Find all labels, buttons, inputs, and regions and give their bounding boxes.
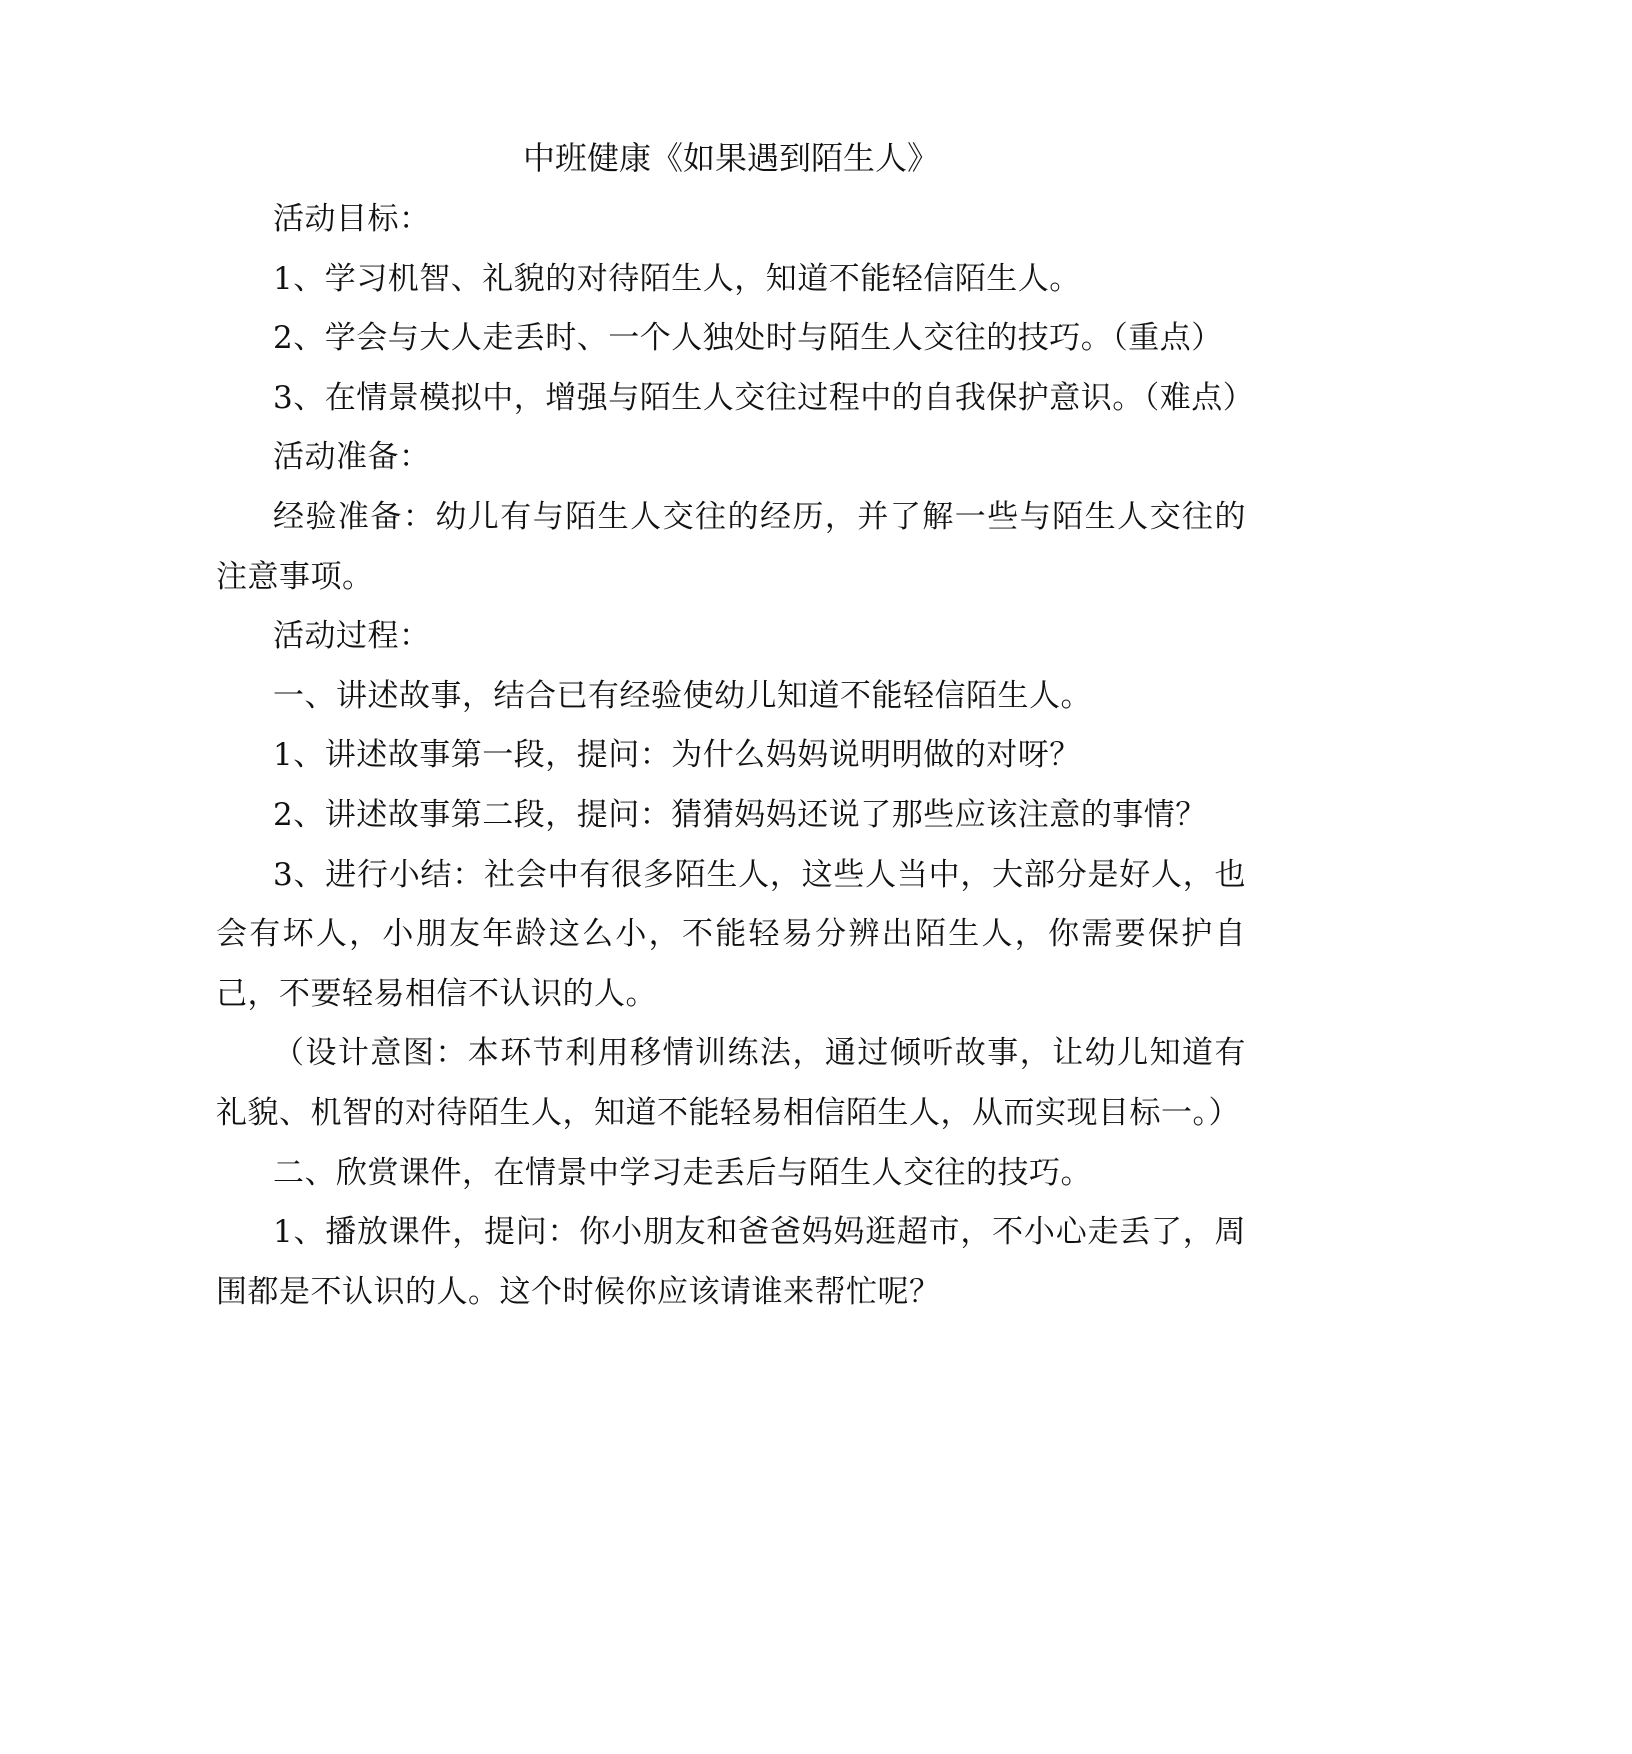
process-section-1: 一、讲述故事，结合已有经验使幼儿知道不能轻信陌生人。: [273, 677, 1092, 714]
heading-activity-process: 活动过程：: [273, 618, 431, 655]
document-page: [216, 130, 1255, 1322]
process-section-2: 二、欣赏课件，在情景中学习走丢后与陌生人交往的技巧。: [273, 1154, 1092, 1191]
document-title: 中班健康《如果遇到陌生人》: [522, 139, 939, 177]
process-step-1-1: 1、讲述故事第一段，提问：为什么妈妈说明明做的对呀？: [273, 737, 1081, 774]
process-step-1-3: 3、进行小结：社会中有很多陌生人，这些人当中，大部分是好人，也会有坏人，小朋友年龄这么小，不能轻易分辨出陌生人，你需要保护自己，不要轻易相信不认识的人。: [216, 856, 1246, 1012]
goal-item-3: 3、在情景模拟中，增强与陌生人交往过程中的自我保护意识。（难点）: [273, 379, 1255, 416]
goal-item-1: 1、学习机智、礼貌的对待陌生人，知道不能轻信陌生人。: [273, 260, 1081, 297]
process-step-1-2: 2、讲述故事第二段，提问：猜猜妈妈还说了那些应该注意的事情？: [273, 796, 1207, 833]
experience-preparation: 经验准备：幼儿有与陌生人交往的经历，并了解一些与陌生人交往的注意事项。: [216, 498, 1246, 595]
process-step-2-1: 1、播放课件，提问：你小朋友和爸爸妈妈逛超市，不小心走丢了，周围都是不认识的人。这个时候你应该请谁来帮忙呢？: [216, 1214, 1246, 1310]
heading-activity-goals: 活动目标：: [273, 201, 431, 237]
goal-item-2: 2、学会与大人走丢时、一个人独处时与陌生人交往的技巧。（重点）: [273, 320, 1223, 357]
design-intent-1: （设计意图：本环节利用移情训练法，通过倾听故事，让幼儿知道有礼貌、机智的对待陌生人，知道不能轻易相信陌生人，从而实现目标一。）: [216, 1035, 1246, 1131]
heading-activity-preparation: 活动准备：: [273, 439, 431, 476]
